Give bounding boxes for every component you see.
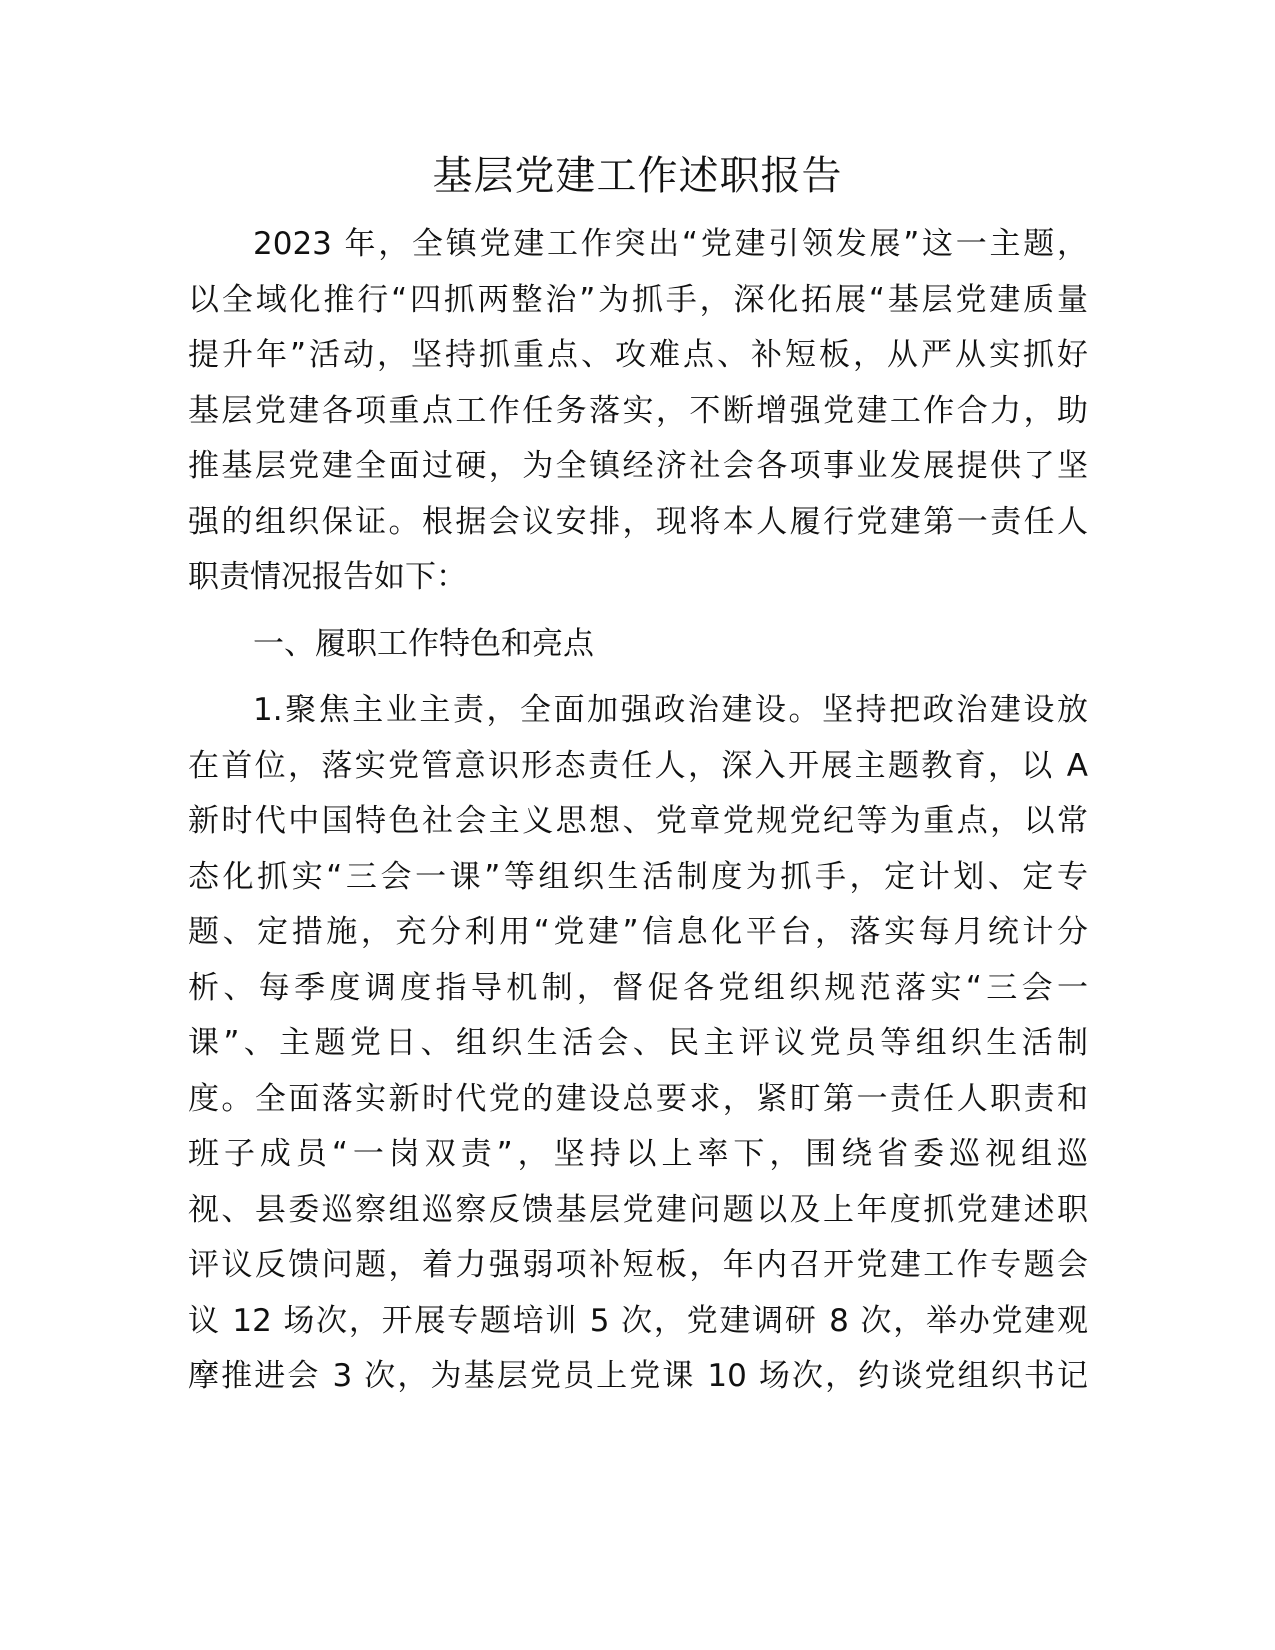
paragraph-2-line-1: 1.聚焦主业主责，全面加强政治建设。坚持把政治建设放 xyxy=(253,692,1088,728)
paragraph-1-line-3: 提升年”活动，坚持抓重点、攻难点、补短板，从严从实抓好 xyxy=(188,337,1088,373)
paragraph-2-line-12: 议 12 场次，开展专题培训 5 次，党建调研 8 次，举办党建观 xyxy=(188,1303,1088,1339)
paragraph-1-line-2: 以全域化推行“四抓两整治”为抓手，深化拓展“基层党建质量 xyxy=(188,282,1088,318)
paragraph-2-line-10: 视、县委巡察组巡察反馈基层党建问题以及上年度抓党建述职 xyxy=(188,1192,1088,1228)
paragraph-2-line-11: 评议反馈问题，着力强弱项补短板，年内召开党建工作专题会 xyxy=(188,1247,1088,1283)
paragraph-2-line-3: 新时代中国特色社会主义思想、党章党规党纪等为重点，以常 xyxy=(188,803,1088,839)
paragraph-2-line-9: 班子成员“一岗双责”，坚持以上率下，围绕省委巡视组巡 xyxy=(188,1136,1088,1172)
document-title: 基层党建工作述职报告 xyxy=(432,153,843,199)
paragraph-2-line-8: 度。全面落实新时代党的建设总要求，紧盯第一责任人职责和 xyxy=(188,1081,1088,1117)
paragraph-2-line-4: 态化抓实“三会一课”等组织生活制度为抓手，定计划、定专 xyxy=(188,859,1088,895)
paragraph-1-line-4: 基层党建各项重点工作任务落实，不断增强党建工作合力，助 xyxy=(188,393,1088,429)
section-heading-1: 一、履职工作特色和亮点 xyxy=(253,626,594,662)
paragraph-1-line-5: 推基层党建全面过硬，为全镇经济社会各项事业发展提供了坚 xyxy=(188,448,1088,484)
paragraph-2-line-5: 题、定措施，充分利用“党建”信息化平台，落实每月统计分 xyxy=(188,914,1088,950)
paragraph-1-line-6: 强的组织保证。根据会议安排，现将本人履行党建第一责任人 xyxy=(188,504,1088,540)
paragraph-2-line-2: 在首位，落实党管意识形态责任人，深入开展主题教育，以 A xyxy=(188,748,1088,784)
paragraph-2-line-7: 课”、主题党日、组织生活会、民主评议党员等组织生活制 xyxy=(188,1025,1088,1061)
paragraph-1-line-1: 2023 年，全镇党建工作突出“党建引领发展”这一主题， xyxy=(253,226,1088,262)
paragraph-1-line-7: 职责情况报告如下： xyxy=(188,559,467,595)
paragraph-2-line-13: 摩推进会 3 次，为基层党员上党课 10 场次，约谈党组织书记 xyxy=(188,1358,1088,1394)
paragraph-2-line-6: 析、每季度调度指导机制，督促各党组织规范落实“三会一 xyxy=(188,970,1088,1006)
